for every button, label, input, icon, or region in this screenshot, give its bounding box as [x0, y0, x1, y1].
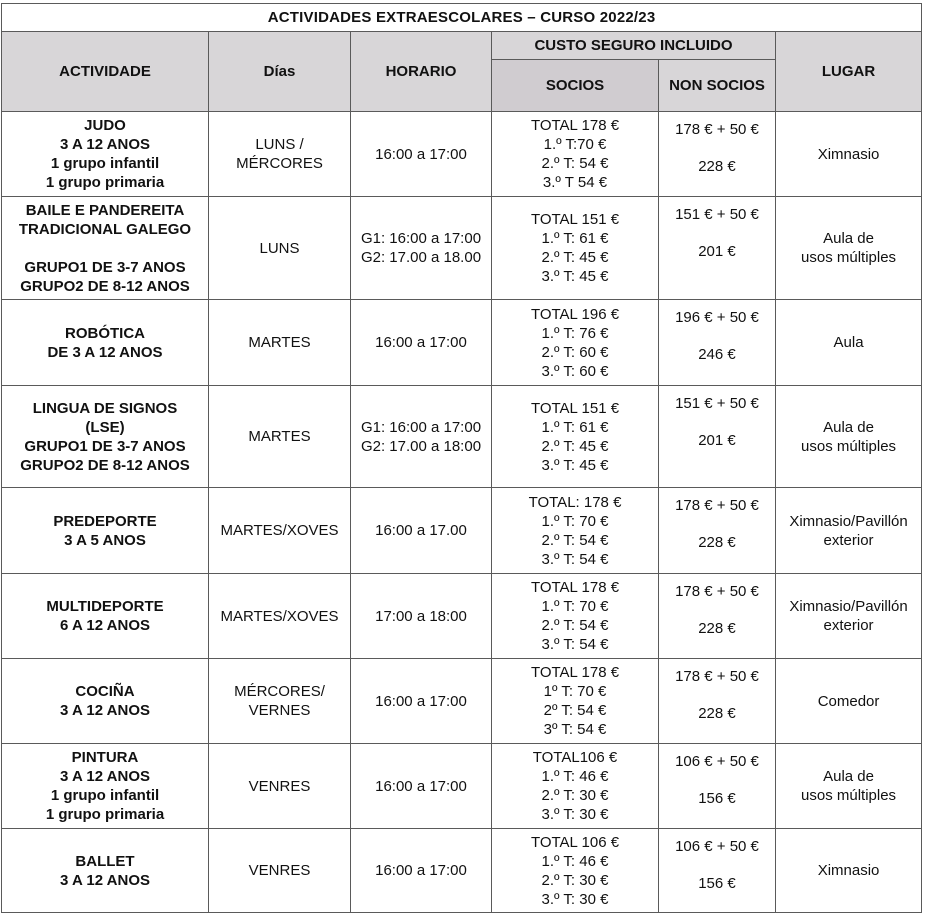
lugar-cell-line: Ximnasio [817, 145, 880, 163]
lugar-cell [776, 386, 922, 488]
table-row [2, 574, 922, 659]
non-socios-cell [659, 300, 776, 386]
table-row [2, 300, 922, 386]
socios-cell [492, 197, 659, 300]
actividade-cell-line: PINTURA [71, 749, 139, 766]
actividade-cell [2, 659, 209, 744]
dias-cell-line: MARTES/XOVES [220, 607, 339, 625]
actividade-cell-line: 3 A 5 ANOS [64, 531, 146, 549]
non-socios-cell [659, 112, 776, 197]
lugar-cell-line: Aula [833, 334, 864, 351]
socios-cell [492, 386, 659, 488]
actividade-cell-line: 3 A 12 ANOS [59, 702, 151, 719]
non-socios-cell-line: 178 € + 50 € [675, 668, 759, 685]
actividade-cell-line: 3 A 12 ANOS [59, 136, 151, 153]
socios-cell-line: TOTAL 178 € [530, 117, 620, 134]
socios-cell-line: 1.º T: 76 € [541, 324, 609, 342]
non-socios-cell [659, 829, 776, 913]
lugar-cell-line: Ximnasio [817, 862, 880, 879]
horario-cell-line: G2: 17.00 a 18:00 [360, 437, 482, 455]
actividade-cell-line: GRUPO1 DE 3-7 ANOS [24, 437, 186, 455]
spacer [659, 327, 775, 345]
non-socios-cell-line: 106 € + 50 € [675, 753, 759, 770]
dias-cell [209, 574, 351, 659]
lugar-cell-line: Ximnasio/Pavillón [789, 512, 908, 530]
horario-cell [351, 112, 492, 197]
non-socios-cell-line: 178 € + 50 € [675, 583, 759, 600]
lugar-cell [776, 197, 922, 300]
header-custo: CUSTO SEGURO INCLUIDO [492, 32, 776, 60]
actividade-cell [2, 744, 209, 829]
lugar-cell [776, 829, 922, 913]
dias-cell-line: MÉRCORES/ [234, 683, 325, 700]
socios-cell-line: 2.º T: 54 € [541, 617, 609, 634]
dias-cell [209, 386, 351, 488]
lugar-cell-line: Comedor [817, 692, 880, 710]
socios-cell-line: 3.º T: 54 € [541, 636, 609, 653]
lugar-cell [776, 300, 922, 386]
dias-cell [209, 300, 351, 386]
dias-cell [209, 744, 351, 829]
header-non-socios: NON SOCIOS [659, 60, 776, 112]
socios-cell-line: 2.º T: 54 € [541, 531, 609, 549]
horario-cell [351, 744, 492, 829]
actividade-cell [2, 574, 209, 659]
socios-cell-line: 2º T: 54 € [543, 702, 607, 719]
socios-cell-line: TOTAL 178 € [530, 579, 620, 596]
actividade-cell-line: 1 grupo infantil [50, 155, 160, 172]
activities-table [1, 3, 922, 913]
spacer [659, 601, 775, 619]
socios-cell [492, 744, 659, 829]
non-socios-cell-line: 228 € [698, 705, 736, 722]
table-title: ACTIVIDADES EXTRAESCOLARES – CURSO 2022/23 [2, 4, 922, 32]
header-dias: Días [209, 32, 351, 112]
socios-cell-line: 2.º T: 30 € [541, 787, 609, 804]
actividade-cell-line: JUDO [84, 117, 126, 134]
lugar-cell-line: Aula de [823, 418, 874, 436]
spacer [659, 413, 775, 431]
dias-cell-line: VENRES [248, 862, 311, 879]
socios-cell-line: 2.º T: 45 € [541, 249, 609, 266]
header-socios: SOCIOS [492, 60, 659, 112]
actividade-cell-line [2, 239, 208, 258]
actividade-cell-line: 1 grupo primaria [45, 174, 165, 191]
socios-cell-line: TOTAL 151 € [530, 399, 620, 417]
dias-cell [209, 829, 351, 913]
socios-cell-line: TOTAL106 € [532, 749, 618, 766]
socios-cell-line: TOTAL 178 € [530, 664, 620, 681]
non-socios-cell-line: 156 € [698, 790, 736, 807]
socios-cell-line: 3.º T: 30 € [541, 806, 609, 823]
socios-cell [492, 829, 659, 913]
dias-cell-line: VERNES [248, 702, 311, 719]
horario-cell-line: 16:00 a 17.00 [375, 522, 467, 539]
dias-cell [209, 197, 351, 300]
socios-cell-line: 2.º T: 45 € [541, 437, 609, 455]
non-socios-cell [659, 488, 776, 574]
horario-cell [351, 574, 492, 659]
actividade-cell-line: LINGUA DE SIGNOS [32, 399, 178, 417]
horario-cell-line: 16:00 a 17:00 [375, 862, 467, 879]
lugar-cell [776, 574, 922, 659]
actividade-cell-line: COCIÑA [75, 683, 135, 700]
horario-cell-line: 16:00 a 17:00 [375, 145, 467, 163]
socios-cell-line: 1º T: 70 € [543, 683, 607, 700]
spacer [659, 771, 775, 789]
spacer [659, 139, 775, 157]
horario-cell-line: G2: 17.00 a 18.00 [360, 249, 482, 266]
non-socios-cell [659, 386, 776, 488]
socios-cell-line: 3.º T: 30 € [541, 890, 609, 908]
table-body [2, 112, 922, 913]
non-socios-cell-line: 228 € [698, 620, 736, 637]
horario-cell [351, 300, 492, 386]
actividade-cell-line: (LSE) [85, 418, 125, 436]
socios-cell-line: 1.º T: 61 € [541, 230, 609, 247]
actividade-cell-line: MULTIDEPORTE [46, 598, 164, 615]
dias-cell [209, 488, 351, 574]
actividade-cell [2, 300, 209, 386]
header-actividade: ACTIVIDADE [2, 32, 209, 112]
socios-cell-line: 1.º T: 46 € [541, 768, 609, 785]
socios-cell-line: 1.º T: 61 € [541, 418, 609, 436]
spacer [659, 224, 775, 242]
table-row [2, 112, 922, 197]
horario-cell [351, 197, 492, 300]
non-socios-cell [659, 574, 776, 659]
horario-cell-line: G1: 16:00 a 17:00 [360, 418, 482, 436]
table-row [2, 829, 922, 913]
socios-cell-line: 1.º T: 70 € [541, 598, 609, 615]
dias-cell-line: MARTES/XOVES [220, 522, 339, 539]
dias-cell-line: LUNS [259, 239, 300, 257]
lugar-cell-line: exterior [823, 531, 874, 549]
socios-cell-line: TOTAL 196 € [530, 305, 620, 323]
actividade-cell-line: GRUPO2 DE 8-12 ANOS [20, 277, 190, 295]
lugar-cell-line: usos múltiples [801, 249, 897, 266]
dias-cell-line: VENRES [248, 777, 311, 795]
non-socios-cell-line: 246 € [698, 346, 736, 363]
non-socios-cell [659, 197, 776, 300]
socios-cell-line: 1.º T: 46 € [541, 852, 609, 870]
non-socios-cell-line: 196 € + 50 € [675, 309, 759, 326]
socios-cell-line: TOTAL: 178 € [528, 493, 622, 511]
dias-cell-line: MÉRCORES [236, 155, 323, 172]
socios-cell [492, 488, 659, 574]
table-row [2, 744, 922, 829]
non-socios-cell [659, 659, 776, 744]
actividade-cell [2, 386, 209, 488]
socios-cell-line: 3.º T: 45 € [541, 268, 609, 285]
dias-cell [209, 659, 351, 744]
socios-cell-line: 1.º T: 70 € [541, 512, 609, 530]
non-socios-cell-line: 201 € [698, 243, 736, 260]
socios-cell [492, 659, 659, 744]
horario-cell [351, 488, 492, 574]
non-socios-cell [659, 744, 776, 829]
socios-cell-line: 3.º T: 54 € [541, 550, 609, 568]
non-socios-cell-line: 178 € + 50 € [675, 121, 759, 138]
actividade-cell-line: GRUPO1 DE 3-7 ANOS [24, 258, 186, 276]
actividade-cell-line: PREDEPORTE [53, 512, 157, 530]
socios-cell [492, 112, 659, 197]
horario-cell [351, 659, 492, 744]
lugar-cell-line: Aula de [823, 230, 874, 247]
actividade-cell [2, 112, 209, 197]
non-socios-cell-line: 156 € [698, 875, 736, 892]
lugar-cell-line: exterior [823, 617, 874, 634]
socios-cell [492, 574, 659, 659]
non-socios-cell-line: 106 € + 50 € [675, 838, 759, 855]
socios-cell-line: TOTAL 106 € [530, 833, 620, 851]
lugar-cell [776, 112, 922, 197]
dias-cell [209, 112, 351, 197]
actividade-cell [2, 829, 209, 913]
actividade-cell-line: BALLET [75, 852, 135, 870]
lugar-cell-line: usos múltiples [801, 787, 897, 804]
lugar-cell [776, 744, 922, 829]
actividade-cell-line: 6 A 12 ANOS [59, 617, 151, 634]
table-row [2, 659, 922, 744]
lugar-cell [776, 659, 922, 744]
socios-cell-line: 3.º T: 60 € [541, 362, 609, 380]
horario-cell-line: 16:00 a 17:00 [375, 692, 467, 710]
actividade-cell [2, 197, 209, 300]
spacer [659, 686, 775, 704]
table-row [2, 197, 922, 300]
horario-cell-line: 16:00 a 17:00 [375, 777, 467, 795]
actividade-cell-line: 1 grupo primaria [45, 806, 165, 823]
lugar-cell [776, 488, 922, 574]
socios-cell-line: 2.º T: 54 € [541, 155, 609, 172]
actividade-cell-line: 3 A 12 ANOS [59, 871, 151, 889]
spacer [659, 856, 775, 874]
horario-cell-line: 16:00 a 17:00 [375, 334, 467, 351]
dias-cell-line: MARTES [248, 428, 311, 445]
horario-cell [351, 829, 492, 913]
lugar-cell-line: Aula de [823, 768, 874, 785]
socios-cell-line: 3.º T: 45 € [541, 456, 609, 474]
non-socios-cell-line: 151 € + 50 € [675, 206, 759, 223]
actividade-cell-line: DE 3 A 12 ANOS [47, 343, 163, 361]
actividade-cell-line: ROBÓTICA [65, 324, 145, 342]
socios-cell-line: 1.º T:70 € [543, 136, 607, 153]
table-row [2, 488, 922, 574]
horario-cell [351, 386, 492, 488]
socios-cell-line: 3.º T 54 € [542, 174, 608, 191]
dias-cell-line: MARTES [248, 334, 311, 351]
lugar-cell-line: Ximnasio/Pavillón [789, 598, 908, 615]
spacer [659, 515, 775, 533]
horario-cell-line: G1: 16:00 a 17:00 [360, 230, 482, 247]
non-socios-cell-line: 201 € [698, 432, 736, 449]
non-socios-cell-line: 228 € [698, 534, 736, 551]
horario-cell-line: 17:00 a 18:00 [375, 607, 467, 625]
socios-cell [492, 300, 659, 386]
actividade-cell-line: GRUPO2 DE 8-12 ANOS [20, 456, 190, 474]
non-socios-cell-line: 151 € + 50 € [675, 395, 759, 412]
actividade-cell-line: 3 A 12 ANOS [59, 768, 151, 785]
socios-cell-line: 2.º T: 30 € [541, 871, 609, 889]
table-row [2, 386, 922, 488]
header-lugar: LUGAR [776, 32, 922, 112]
non-socios-cell-line: 178 € + 50 € [675, 497, 759, 514]
actividade-cell-line: 1 grupo infantil [50, 787, 160, 804]
lugar-cell-line: usos múltiples [801, 437, 897, 455]
header-horario: HORARIO [351, 32, 492, 112]
actividade-cell-line: BAILE E PANDEREITA [25, 201, 185, 219]
socios-cell-line: 3º T: 54 € [543, 721, 607, 738]
dias-cell-line: LUNS / [255, 136, 304, 153]
actividade-cell [2, 488, 209, 574]
socios-cell-line: 2.º T: 60 € [541, 343, 609, 361]
actividade-cell-line: TRADICIONAL GALEGO [18, 220, 192, 238]
socios-cell-line: TOTAL 151 € [530, 211, 620, 228]
non-socios-cell-line: 228 € [698, 158, 736, 175]
